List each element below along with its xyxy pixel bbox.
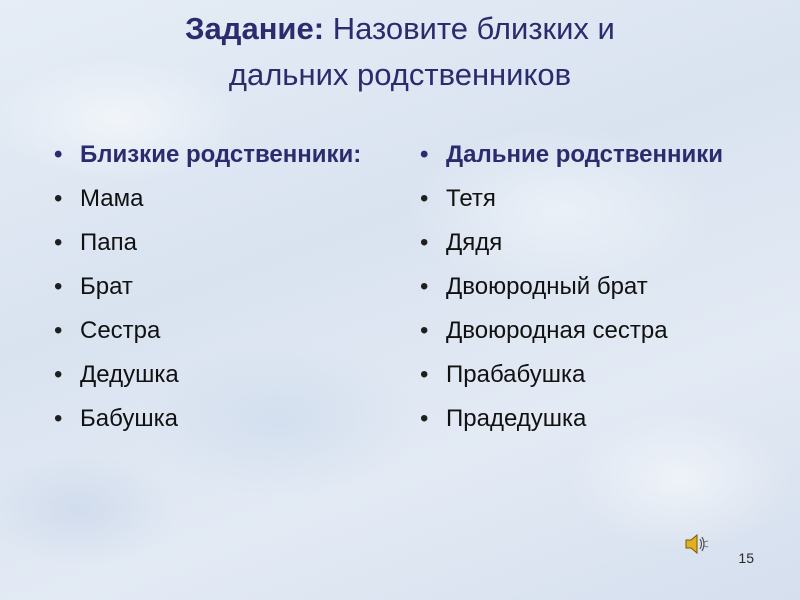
title-text-line1: Назовите близких и: [332, 11, 615, 46]
close-relatives-column: [54, 140, 384, 448]
close-relatives-list: [54, 140, 384, 434]
title-line-1: [0, 6, 800, 52]
title-label: Задание:: [185, 11, 325, 46]
slide-number: 15: [738, 550, 754, 566]
distant-relatives-list: [420, 140, 780, 434]
list-item: • Прадедушка: [420, 404, 780, 434]
list-item: • Брат: [54, 272, 384, 302]
list-item: • Мама: [54, 184, 384, 214]
list-item: • Сестра: [54, 316, 384, 346]
distant-relatives-header: • Дальние родственники: [420, 140, 780, 170]
distant-relatives-column: [420, 140, 780, 448]
speaker-icon[interactable]: [683, 531, 709, 557]
list-item: • Дядя: [420, 228, 780, 258]
list-item: • Двоюродная сестра: [420, 316, 780, 346]
slide-title: [0, 6, 800, 98]
list-item: • Папа: [54, 228, 384, 258]
list-item: • Двоюродный брат: [420, 272, 780, 302]
list-item: • Дедушка: [54, 360, 384, 390]
close-relatives-header: • Близкие родственники:: [54, 140, 384, 170]
title-text-line2: дальних родственников: [228, 57, 572, 92]
list-item: • Прабабушка: [420, 360, 780, 390]
list-item: • Тетя: [420, 184, 780, 214]
list-item: • Бабушка: [54, 404, 384, 434]
